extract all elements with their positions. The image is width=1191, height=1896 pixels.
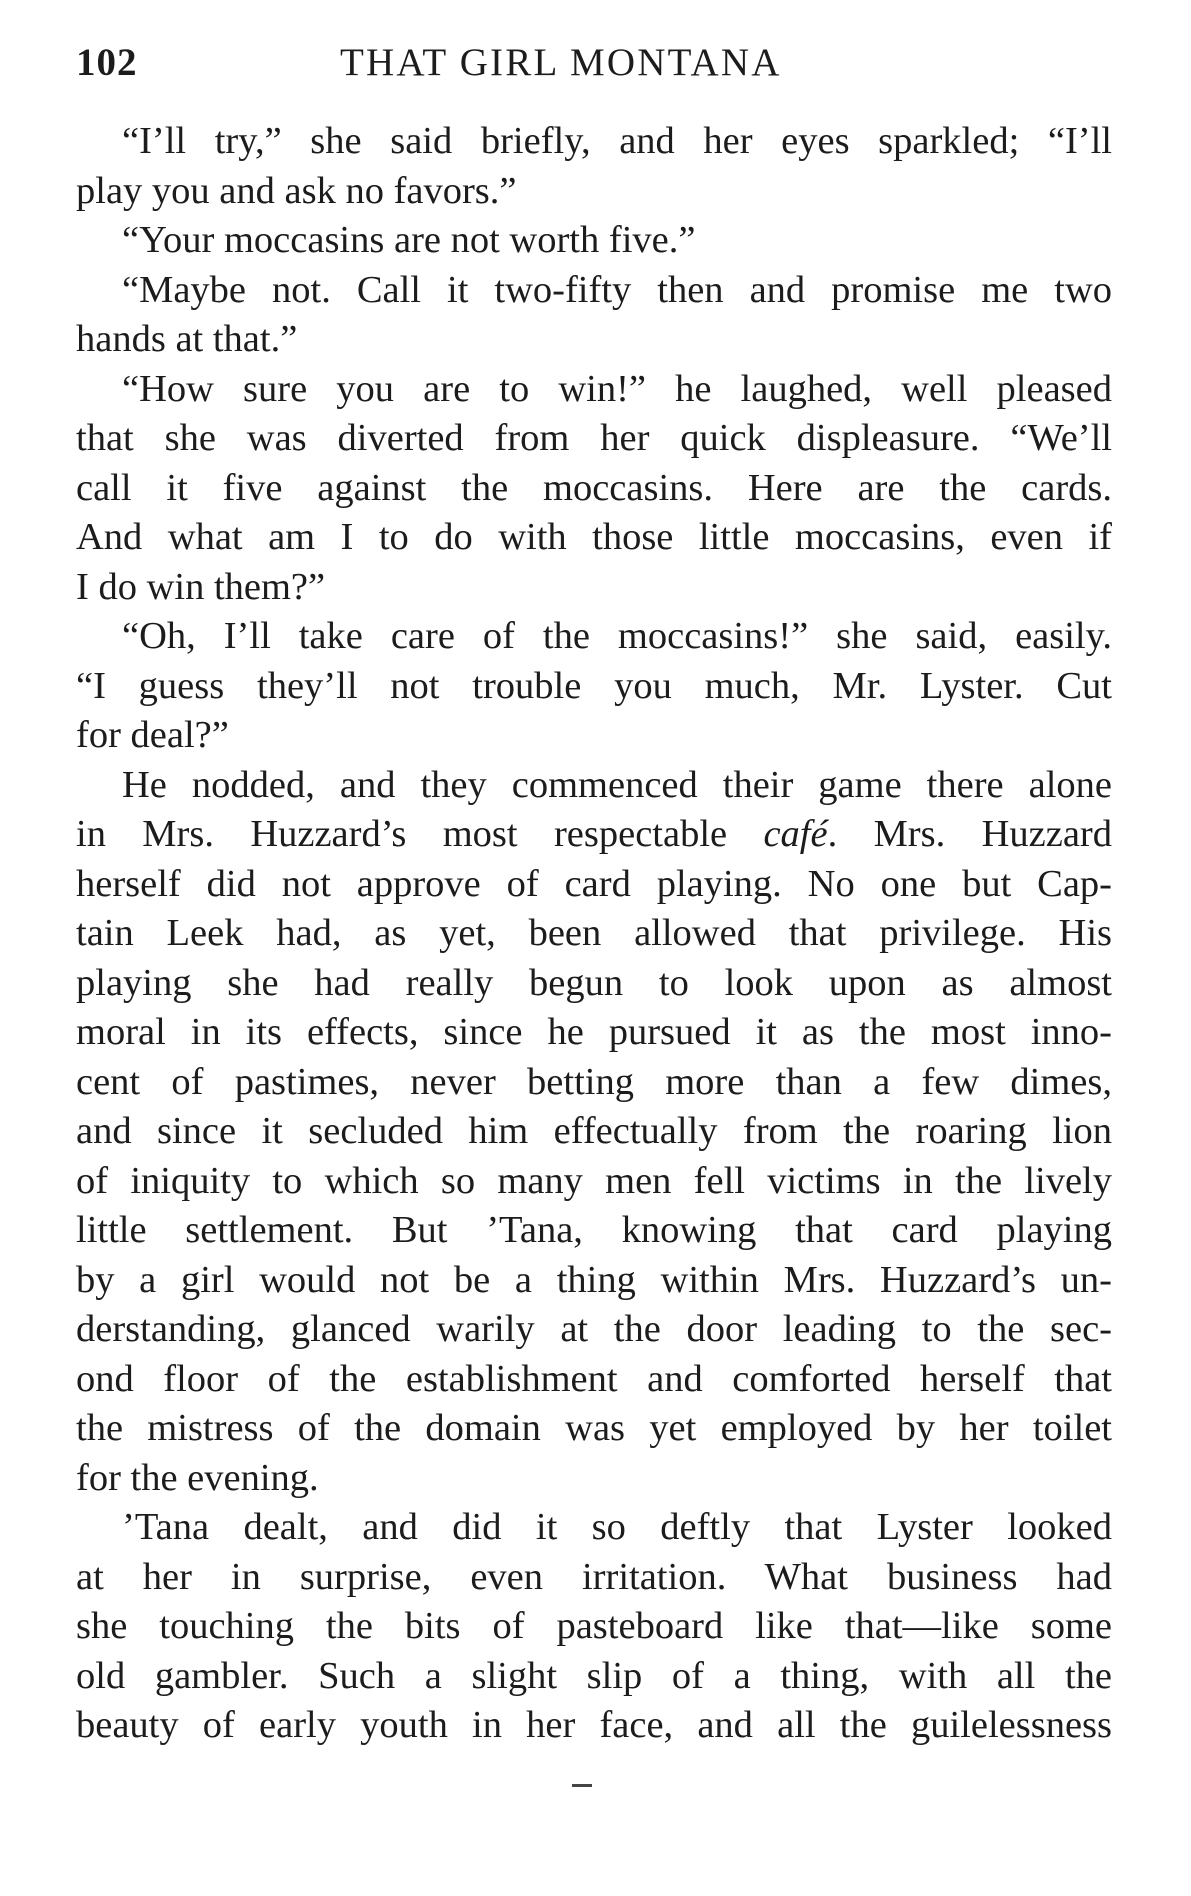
text-line: herself did not approve of card playing. No one but Cap-: [76, 862, 1112, 905]
text-line: at her in surprise, even irritation. What business had: [76, 1555, 1112, 1598]
text-line: that she was diverted from her quick displeasure. “We’ll: [76, 417, 1112, 459]
text-line: call it five against the moccasins. Here are the cards.: [76, 466, 1112, 509]
page-number: 102: [76, 41, 138, 84]
running-header: [76, 40, 1116, 100]
text-line: in Mrs. Huzzard’s most respectable café. Mrs. Huzzard: [76, 813, 1112, 855]
body-text: [76, 117, 1112, 1751]
text-line: she touching the bits of pasteboard like that—like some: [76, 1605, 1112, 1647]
footer-mark: [572, 1784, 592, 1787]
text-line: “I guess they’ll not trouble you much, Mr. Lyster. Cut: [76, 664, 1112, 707]
text-line: I do win them?”: [76, 565, 326, 608]
text-line: playing she had really begun to look upon as almost: [76, 961, 1112, 1004]
text-line: little settlement. But ’Tana, knowing that card playing: [76, 1209, 1112, 1251]
text-line: hands at that.”: [76, 318, 298, 360]
text-line: He nodded, and they commenced their game there alone: [122, 763, 1112, 806]
text-line: tain Leek had, as yet, been allowed that privilege. His: [76, 912, 1112, 954]
text-line: for deal?”: [76, 714, 229, 756]
text-line: And what am I to do with those little moccasins, even if: [76, 516, 1112, 558]
text-line: “Oh, I’ll take care of the moccasins!” she said, easily.: [122, 615, 1112, 657]
text-line: by a girl would not be a thing within Mrs. Huzzard’s un-: [76, 1258, 1112, 1301]
text-line: ond floor of the establishment and comforted herself that: [76, 1357, 1112, 1400]
text-line: “Your moccasins are not worth five.”: [122, 219, 696, 261]
text-line: moral in its effects, since he pursued it as the most inno-: [76, 1011, 1112, 1053]
text-line: old gambler. Such a slight slip of a thing, with all the: [76, 1654, 1112, 1697]
running-title: THAT GIRL MONTANA: [340, 41, 782, 84]
text-line: for the evening.: [76, 1456, 319, 1499]
text-line: “I’ll try,” she said briefly, and her eyes sparkled; “I’ll: [122, 120, 1112, 162]
text-line: “How sure you are to win!” he laughed, well pleased: [122, 367, 1112, 410]
text-line: of iniquity to which so many men fell victims in the lively: [76, 1159, 1112, 1202]
text-line: ’Tana dealt, and did it so deftly that Lyster looked: [122, 1506, 1112, 1548]
text-line: the mistress of the domain was yet employed by her toilet: [76, 1407, 1112, 1449]
text-line: and since it secluded him effectually from the roaring lion: [76, 1110, 1112, 1152]
text-line: derstanding, glanced warily at the door leading to the sec-: [76, 1308, 1112, 1350]
text-line: beauty of early youth in her face, and all the guilelessness: [76, 1704, 1112, 1746]
text-line: play you and ask no favors.”: [76, 169, 517, 212]
text-line: cent of pastimes, never betting more than a few dimes,: [76, 1060, 1112, 1103]
text-line: “Maybe not. Call it two-fifty then and promise me two: [122, 268, 1112, 311]
